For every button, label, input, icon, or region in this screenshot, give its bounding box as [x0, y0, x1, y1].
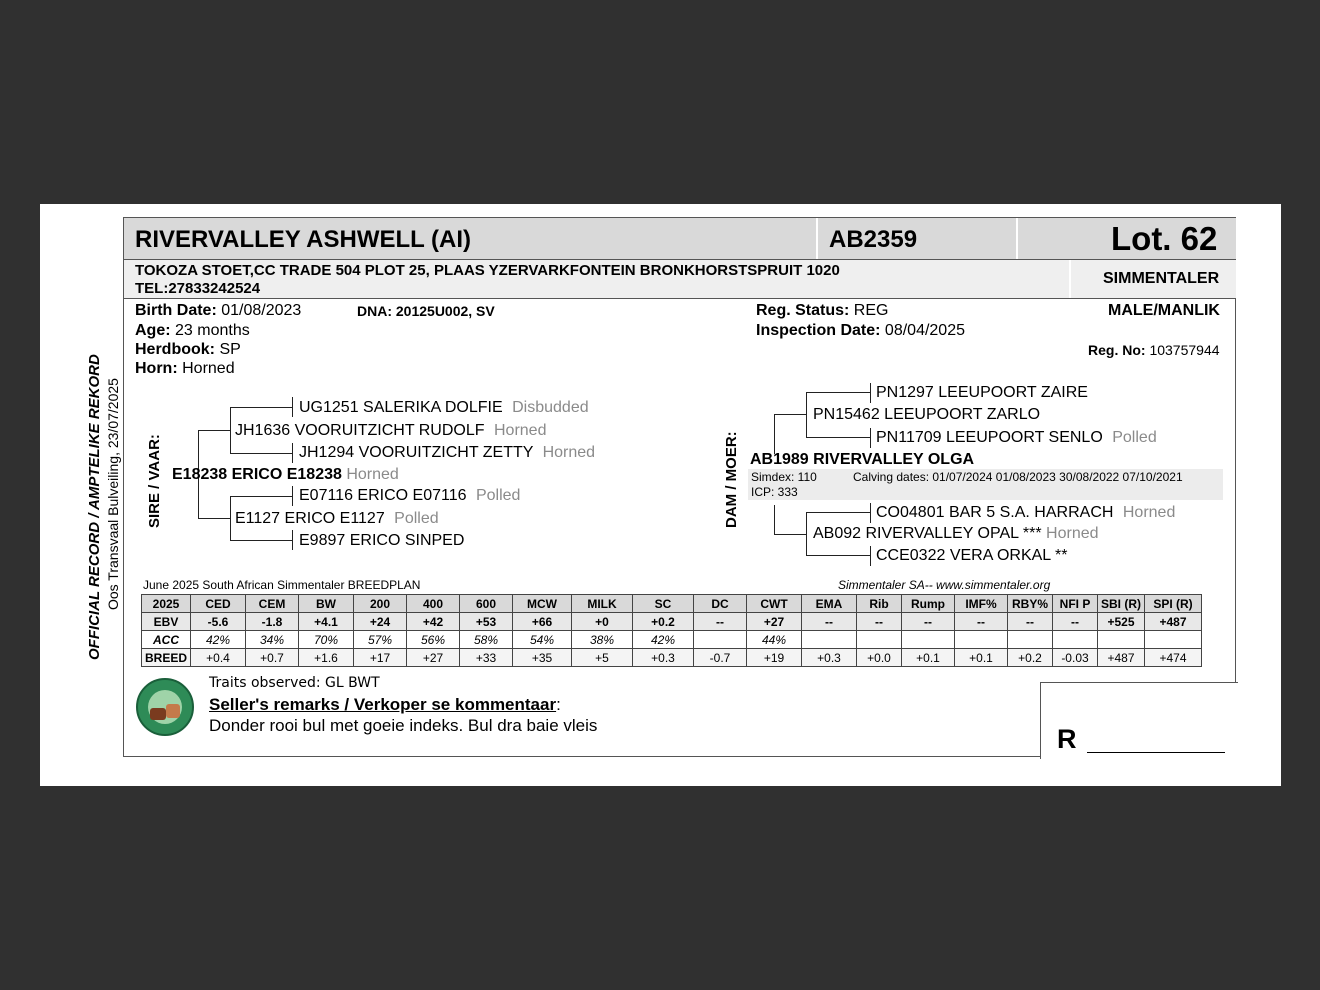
sire: E18238 ERICO E18238 Horned	[172, 466, 399, 483]
breed-name: SIMMENTALER	[1103, 270, 1220, 287]
ebv-cell: MCW	[513, 595, 572, 613]
ebv-cell: -1.8	[246, 613, 299, 631]
animal-name: RIVERVALLEY ASHWELL (AI)	[135, 226, 472, 253]
ebv-cell: 57%	[354, 631, 407, 649]
ebv-cell: 56%	[407, 631, 460, 649]
breedplan-caption: June 2025 South African Simmentaler BREEDPLAN	[143, 578, 421, 592]
ebv-cell: Rump	[902, 595, 955, 613]
dam-calving-dates: Calving dates: 01/07/2024 01/08/2023 30/08/2022 07/10/2021	[853, 470, 1183, 484]
ebv-cell: +0.7	[246, 649, 299, 667]
ebv-cell	[902, 631, 955, 649]
ebv-row	[142, 649, 1202, 667]
horn-status: Horn: Horned	[135, 360, 235, 377]
ebv-cell: 400	[407, 595, 460, 613]
birth-date: Birth Date: 01/08/2023	[135, 302, 302, 319]
ebv-cell: -0.7	[694, 649, 747, 667]
ebv-cell: +42	[407, 613, 460, 631]
ebv-cell: NFI P	[1053, 595, 1098, 613]
ebv-cell	[1145, 631, 1202, 649]
ebv-cell: +0.1	[902, 649, 955, 667]
dam-label: DAM / MOER:	[723, 431, 740, 528]
ebv-cell: +1.6	[299, 649, 354, 667]
ebv-cell: --	[1008, 613, 1053, 631]
ebv-cell: DC	[694, 595, 747, 613]
ebv-cell: SBI (R)	[1098, 595, 1145, 613]
remarks-text: Donder rooi bul met goeie indeks. Bul dra baie vleis	[209, 716, 598, 735]
ebv-cell: +4.1	[299, 613, 354, 631]
ebv-cell: SPI (R)	[1145, 595, 1202, 613]
ebv-row	[142, 631, 1202, 649]
ebv-cell: +0.3	[802, 649, 857, 667]
ebv-cell: --	[694, 613, 747, 631]
inspection-date: Inspection Date: 08/04/2025	[756, 322, 965, 339]
ebv-cell: -0.03	[1053, 649, 1098, 667]
ebv-cell: BW	[299, 595, 354, 613]
dna-info: DNA: 20125U002, SV	[357, 303, 495, 319]
ebv-cell: IMF%	[955, 595, 1008, 613]
ebv-row	[142, 595, 1202, 613]
ebv-cell: +525	[1098, 613, 1145, 631]
ebv-cell: +66	[513, 613, 572, 631]
ebv-cell: --	[1053, 613, 1098, 631]
ebv-cell: +27	[407, 649, 460, 667]
ebv-cell: +17	[354, 649, 407, 667]
ebv-cell: +0.3	[633, 649, 694, 667]
breedplan-site: Simmentaler SA-- www.simmentaler.org	[838, 578, 1051, 592]
ebv-cell	[1008, 631, 1053, 649]
ebv-cell: +0.1	[955, 649, 1008, 667]
ebv-cell: +487	[1098, 649, 1145, 667]
ebv-cell: SC	[633, 595, 694, 613]
dam: AB1989 RIVERVALLEY OLGA	[750, 451, 975, 468]
ebv-cell: 58%	[460, 631, 513, 649]
dam-dam: AB092 RIVERVALLEY OPAL *** Horned	[813, 525, 1099, 542]
reg-number: Reg. No: 103757944	[1088, 342, 1220, 358]
traits-observed: Traits observed: GL BWT	[209, 675, 380, 691]
ebv-cell	[802, 631, 857, 649]
ebv-cell: 70%	[299, 631, 354, 649]
ebv-cell: Rib	[857, 595, 902, 613]
ebv-table	[141, 594, 1202, 667]
ebv-cell: +5	[572, 649, 633, 667]
ebv-cell: +0.4	[191, 649, 246, 667]
ebv-row	[142, 613, 1202, 631]
ebv-cell: 34%	[246, 631, 299, 649]
official-record-label: OFFICIAL RECORD / AMPTELIKE REKORD	[86, 354, 103, 660]
ebv-cell: +53	[460, 613, 513, 631]
ebv-cell: +24	[354, 613, 407, 631]
sire-sire: JH1636 VOORUITZICHT RUDOLF Horned	[235, 422, 547, 439]
dam-icp: ICP: 333	[751, 485, 798, 499]
simmentaler-logo	[136, 678, 194, 736]
dam-sire-dam: PN11709 LEEUPOORT SENLO Polled	[876, 429, 1157, 446]
animal-code: AB2359	[829, 226, 918, 253]
ebv-cell: --	[802, 613, 857, 631]
reg-status: Reg. Status: REG	[756, 302, 889, 319]
price-line[interactable]	[1087, 752, 1225, 753]
ebv-cell: +33	[460, 649, 513, 667]
ebv-cell: CEM	[246, 595, 299, 613]
dam-sire: PN15462 LEEUPOORT ZARLO	[813, 406, 1041, 423]
sire-sire-sire: UG1251 SALERIKA DOLFIE Disbudded	[299, 399, 589, 416]
ebv-cell: EMA	[802, 595, 857, 613]
ebv-cell: ACC	[142, 631, 191, 649]
cow-icon	[150, 708, 166, 720]
dam-dam-sire: CO04801 BAR 5 S.A. HARRACH Horned	[876, 504, 1176, 521]
ebv-cell: +19	[747, 649, 802, 667]
ebv-cell: 42%	[633, 631, 694, 649]
sale-info: Oos Transvaal Bulveiling, 23/07/2025	[105, 378, 121, 610]
ebv-cell: EBV	[142, 613, 191, 631]
ebv-cell: -5.6	[191, 613, 246, 631]
sex: MALE/MANLIK	[1108, 302, 1220, 319]
ebv-cell: +0.0	[857, 649, 902, 667]
lot-number: Lot. 62	[1111, 220, 1218, 257]
sire-dam-sire: E07116 ERICO E07116 Polled	[299, 487, 521, 504]
ebv-cell: MILK	[572, 595, 633, 613]
ebv-cell: 2025	[142, 595, 191, 613]
ebv-cell: +35	[513, 649, 572, 667]
sire-label: SIRE / VAAR:	[146, 434, 163, 528]
ebv-cell: 600	[460, 595, 513, 613]
ebv-cell: BREED	[142, 649, 191, 667]
ebv-cell	[955, 631, 1008, 649]
ebv-cell: +474	[1145, 649, 1202, 667]
ebv-cell	[694, 631, 747, 649]
owner-address: TOKOZA STOET,CC TRADE 504 PLOT 25, PLAAS YZERVARKFONTEIN BRONKHORSTSPRUIT 1020	[135, 262, 840, 279]
ebv-cell: +0	[572, 613, 633, 631]
ebv-cell: --	[955, 613, 1008, 631]
ebv-cell: 38%	[572, 631, 633, 649]
sire-dam-dam: E9897 ERICO SINPED	[299, 532, 465, 549]
ebv-cell: --	[857, 613, 902, 631]
ebv-cell: 44%	[747, 631, 802, 649]
sire-dam: E1127 ERICO E1127 Polled	[235, 510, 439, 527]
herdbook: Herdbook: SP	[135, 341, 241, 358]
ebv-cell: RBY%	[1008, 595, 1053, 613]
ebv-cell: +487	[1145, 613, 1202, 631]
ebv-cell	[857, 631, 902, 649]
dam-simdex: Simdex: 110	[751, 470, 817, 484]
ebv-cell	[1098, 631, 1145, 649]
owner-tel: TEL:27833242524	[135, 280, 261, 297]
sire-sire-dam: JH1294 VOORUITZICHT ZETTY Horned	[299, 444, 596, 461]
remarks-heading: Seller's remarks / Verkoper se kommentaar:	[209, 695, 561, 714]
ebv-cell: +27	[747, 613, 802, 631]
ebv-cell: CWT	[747, 595, 802, 613]
ebv-cell	[1053, 631, 1098, 649]
ebv-cell: 200	[354, 595, 407, 613]
ebv-cell: 54%	[513, 631, 572, 649]
price-label: R	[1057, 724, 1077, 754]
ebv-cell: 42%	[191, 631, 246, 649]
ebv-cell: CED	[191, 595, 246, 613]
ebv-cell: +0.2	[633, 613, 694, 631]
dam-sire-sire: PN1297 LEEUPOORT ZAIRE	[876, 384, 1088, 401]
ebv-cell: +0.2	[1008, 649, 1053, 667]
ebv-cell: --	[902, 613, 955, 631]
dam-dam-dam: CCE0322 VERA ORKAL **	[876, 547, 1068, 564]
age: Age: 23 months	[135, 322, 250, 339]
